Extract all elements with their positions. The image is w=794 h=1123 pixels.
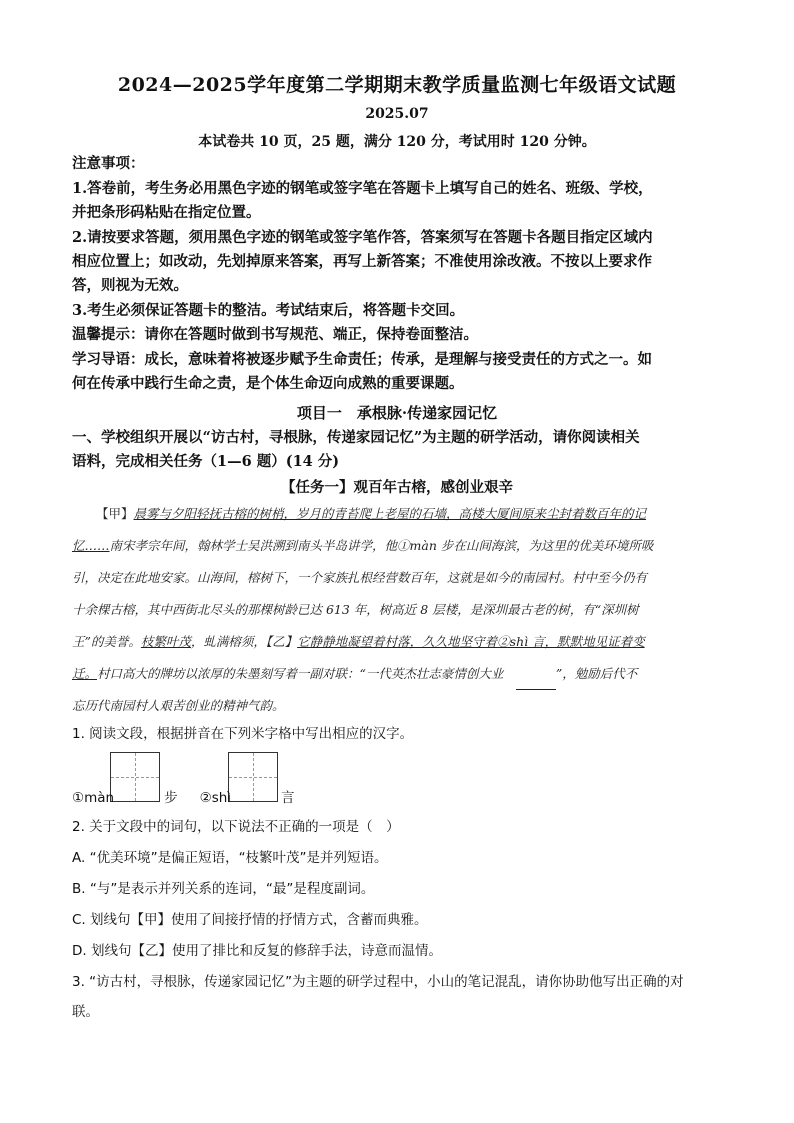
passage-line: 引，决定在此地安家。山海间，榕树下，一个家族扎根经营数百年，这就是如今的南园村。村中至今仍有 (72, 570, 648, 585)
underlined-phrase: 枝繁叶茂 (140, 634, 191, 649)
pinyin-man: ①màn (72, 790, 115, 806)
task-heading: 【任务一】观百年古榕，感创业艰辛 (281, 479, 513, 496)
notice-line: 3.考生必须保证答题卡的整洁。考试结束后，将答题卡交回。 (72, 302, 465, 319)
notice-line: 2.请按要求答题，须用黑色字迹的钢笔或签字笔作答，答案须写在答题卡各题目指定区域内 (72, 229, 653, 246)
notice-line: 1.答卷前，考生务必用黑色字迹的钢笔或签字笔在答题卡上填写自己的姓名、班级、学校， (72, 180, 653, 197)
exam-date: 2025.07 (365, 106, 429, 122)
passage-mark-jia: 【甲】 (96, 506, 134, 521)
underlined-sentence-jia: 晨雾与夕阳轻抚古榕的树梢，岁月的青苔爬上老屋的石墙，高楼大厦间原来尘封着数百年的记 (133, 506, 647, 521)
pinyin-line: ①màn 步 ②shì 言 (72, 790, 295, 806)
passage-line: 王”的美誉。枝繁叶茂，虬满榕须，【乙】它静静地凝望着村落，久久地坚守着②shì 言，默默地见证着变 (72, 634, 645, 649)
passage-line: 十余棵古榕，其中西街北尽头的那棵树龄已达 613 年，树高近 8 层楼，是深圳最古老的树，有“深圳树 (72, 602, 639, 617)
notice-line: 并把条形码粘贴在指定位置。 (72, 204, 261, 221)
notice-line: 相应位置上；如改动，先划掉原来答案，再写上新答案；不准使用涂改液。不按以上要求作 (72, 253, 652, 270)
question-3: 3. “访古村，寻根脉，传递家园记忆”为主题的研学过程中，小山的笔记混乱，请你协助他写出正确的对 (72, 974, 684, 990)
exam-title: 2024—2025学年度第二学期期末教学质量监测七年级语文试题 (117, 74, 677, 96)
couplet-blank[interactable] (516, 675, 556, 690)
study-guide: 何在传承中践行生命之责，是个体生命迈向成熟的重要课题。 (72, 375, 464, 392)
question-3: 联。 (72, 1004, 99, 1020)
study-guide: 学习导语：成长，意味着将被逐步赋予生命责任；传承，是理解与接受责任的方式之一。如 (72, 351, 652, 368)
passage-line: 忘历代南园村人艰苦创业的精神气韵。 (72, 698, 285, 713)
section-heading: 一、学校组织开展以“访古村，寻根脉，传递家园记忆”为主题的研学活动，请你阅读相关 (72, 429, 640, 446)
pinyin-shi: ②shì (199, 790, 232, 806)
exam-info: 本试卷共 10 页，25 题，满分 120 分，考试用时 120 分钟。 (198, 134, 596, 150)
option-d[interactable]: D. 划线句【乙】使用了排比和反复的修辞手法，诗意而温情。 (72, 943, 442, 959)
option-c[interactable]: C. 划线句【甲】使用了间接抒情的抒情方式，含蓄而典雅。 (72, 912, 428, 928)
passage-line (96, 498, 746, 530)
passage-line: 迁。村口高大的牌坊以浓厚的朱墨刻写着一副对联：“一代英杰壮志豪情创大业 ”，勉励后代不 (72, 658, 722, 690)
project-heading: 项目一 承根脉·传递家园记忆 (296, 404, 498, 422)
underlined-sentence-yi: 它静静地凝望着村落，久久地坚守着②shì 言，默默地见证着变 (297, 634, 645, 649)
question-2: 2. 关于文段中的词句，以下说法不正确的一项是（ ） (72, 819, 400, 835)
warm-tip: 温馨提示：请你在答题时做到书写规范、端正，保持卷面整洁。 (72, 326, 478, 343)
notice-heading: 注意事项： (72, 155, 145, 172)
question-1: 1. 阅读文段，根据拼音在下列米字格中写出相应的汉字。 (72, 726, 414, 742)
notice-line: 答，则视为无效。 (72, 277, 188, 294)
section-heading: 语料，完成相关任务（1—6 题）(14 分) (72, 453, 340, 470)
option-a[interactable]: A. “优美环境”是偏正短语，“枝繁叶茂”是并列短语。 (72, 850, 388, 866)
passage-line: 忆……南宋孝宗年间，翰林学士吴洪溯到南头半岛讲学，他①màn 步在山间海滨，为这里的优美环境所吸 (72, 538, 654, 553)
option-b[interactable]: B. “与”是表示并列关系的连词，“最”是程度副词。 (72, 881, 375, 897)
